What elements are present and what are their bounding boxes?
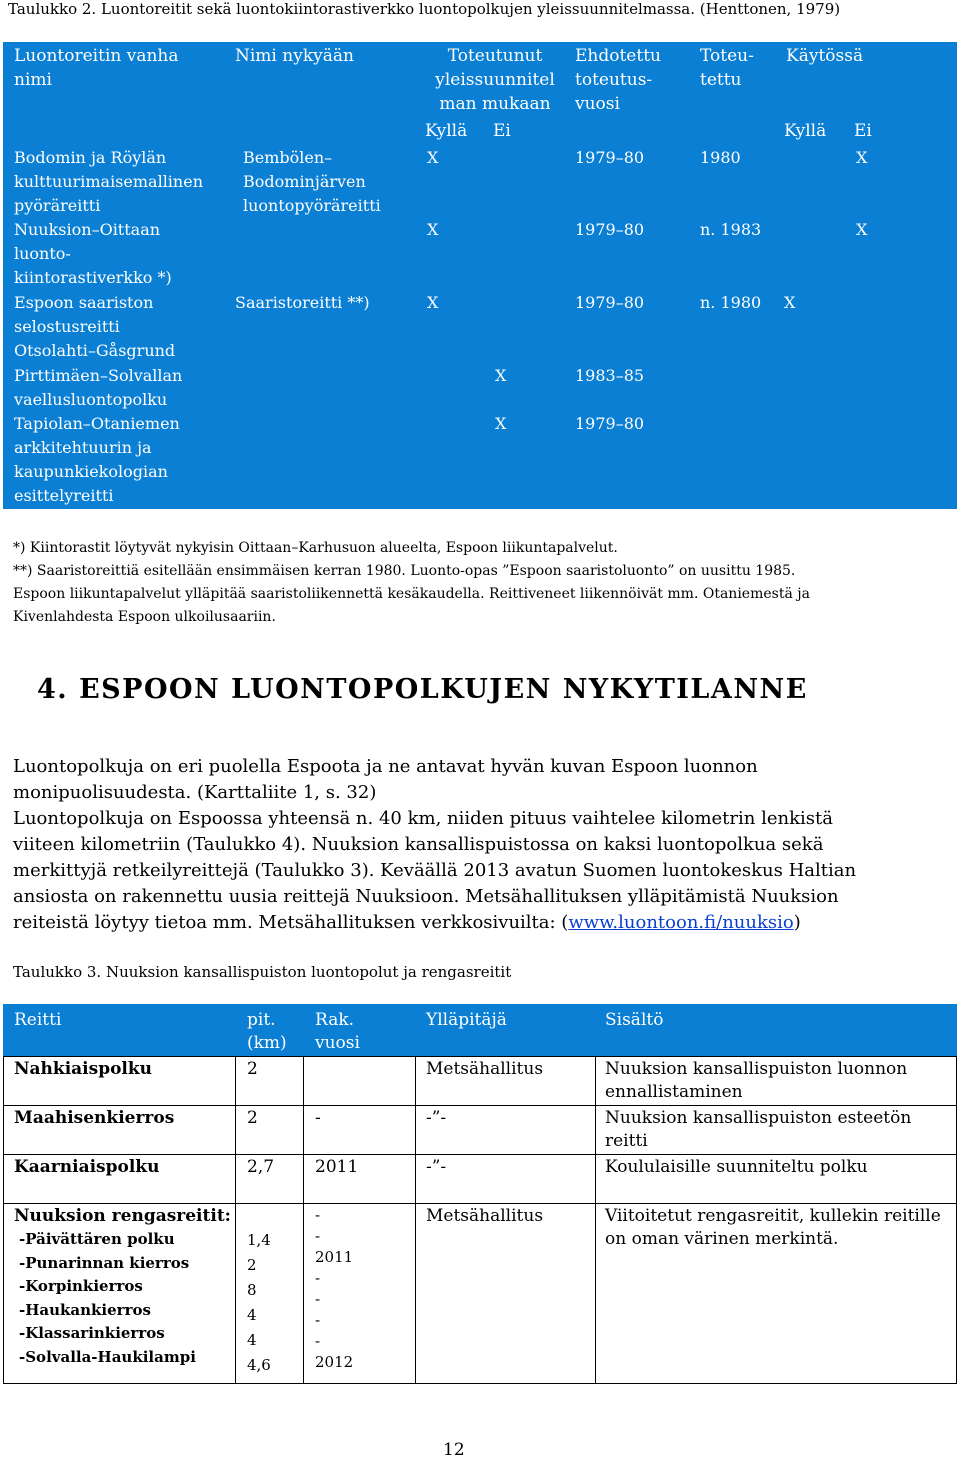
table-rule [303,1056,304,1383]
t2-row-no: X [495,366,507,385]
t3-row-content: Koululaisille suunniteltu polku [605,1157,868,1177]
table-rule [415,1056,416,1383]
t3-header-content: Sisältö [605,1010,664,1030]
table2 [3,42,957,509]
t2-row-new-name: Bembölen– Bodominjärven luontopyöräreitti [243,148,381,215]
footnote-line: Kivenlahdesta Espoon ulkoilusaariin. [13,609,276,625]
t2-header-in-use: Käytössä [786,46,864,66]
table2-footnotes [13,537,810,629]
t3-row-length: 1,4 2 8 4 4 4,6 [247,1231,271,1374]
t3-row-content: Viitoitetut rengasreitit, kullekin reitille on oman värinen merkintä. [605,1206,941,1249]
t2-row-new-name: Saaristoreitti **) [235,293,370,312]
t2-row-old-name: Nuuksion–Oittaan luonto- kiintorastiverkko *) [14,220,172,287]
t2-row-old-name: Espoon saariston selostusreitti Otsolahti–Gåsgrund [14,293,176,360]
t2-row-year: 1983–85 [575,366,645,385]
t3-row-length: 2 [247,1108,258,1128]
table-rule [235,1056,236,1383]
table3 [3,1004,957,1384]
t3-row-maintainer: -”- [426,1108,447,1128]
t3-row-content: Nuuksion kansallispuiston esteetön reitti [605,1108,912,1151]
t2-row-year: 1979–80 [575,220,645,239]
body-paragraph: Luontopolkuja on eri puolella Espoota ja ne antavat hyvän kuvan Espoon luonnon monipuolisuudesta. (Karttaliite 1, s. 32) Luontopolkuja on Espoossa yhteensä n. 40 km, niiden pituus vaihtelee kilometrin lenkistä viiteen kilometriin (Taulukko 4). Nuuksion kansallispuistossa on kaksi luontopolkua sekä merkittyjä retkeilyreittejä (Taulukko 3). Keväällä 2013 avatun Suomen luontokeskus Haltian ansiosta on rakennettu uusia reittejä Nuuksioon. Metsähallituksen ylläpitämistä Nuuksion reiteistä löytyy tietoa mm. Metsähallituksen verkkosivuilta: (www.luontoon.fi/nuuksio) [13,756,857,933]
t2-row-use-yes: X [784,293,796,312]
t3-row-maintainer: -”- [426,1157,447,1177]
t2-row-year: 1979–80 [575,414,645,433]
t3-row-year: - - 2011 - - - - 2012 [315,1206,354,1371]
t3-row-route: Maahisenkierros [14,1108,175,1128]
t2-header-use-no: Ei [854,121,872,141]
section-heading: 4. ESPOON LUONTOPOLKUJEN NYKYTILANNE [37,674,808,705]
t3-row-route: Nuuksion rengasreitit: -Päivättären polku -Punarinnan kierros -Korpinkierros -Haukankierros -Klassarinkierros -Solvalla-Haukilampi [14,1206,231,1366]
table-rule [595,1056,596,1383]
table2-caption: Taulukko 2. Luontoreitit sekä luontokiintorastiverkko luontopolkujen yleissuunnitelmassa. (Henttonen, 1979) [8,0,841,18]
table-rule [3,1056,4,1383]
t2-header-old-name: Luontoreitin vanha nimi [14,46,179,90]
t3-row-content: Nuuksion kansallispuiston luonnon ennallistaminen [605,1059,908,1102]
t3-row-length: 2 [247,1059,258,1079]
t3-header-length: pit. (km) [247,1010,287,1053]
page-number: 12 [443,1440,465,1460]
table-rule [3,1203,957,1204]
t2-header-done: Toteu- tettu [700,46,754,90]
t2-row-yes: X [427,293,439,312]
t2-header-no: Ei [493,121,511,141]
t3-header-maintainer: Ylläpitäjä [426,1010,507,1030]
t2-row-year: 1979–80 [575,148,645,167]
t2-row-year: 1979–80 [575,293,645,312]
footnote-line: Espoon liikuntapalvelut ylläpitää saaristoliikennettä kesäkaudella. Reittiveneet liikennöivät mm. Otaniemestä ja [13,586,810,602]
t2-row-done: n. 1980 [700,293,762,312]
t2-header-realized: Toteutunut yleissuunnitel man mukaan [435,46,555,114]
t2-row-old-name: Bodomin ja Röylän kulttuurimaisemallinen pyöräreitti [14,148,203,215]
t3-row-maintainer: Metsähallitus [426,1059,544,1079]
t2-header-yes: Kyllä [425,121,468,141]
t2-header-use-yes: Kyllä [784,121,827,141]
footnote-line: **) Saaristoreittiä esitellään ensimmäisen kerran 1980. Luonto-opas ”Espoon saaristoluonto” on uusittu 1985. [13,563,796,579]
t2-header-new-name: Nimi nykyään [235,46,354,66]
t3-header-route: Reitti [14,1010,62,1030]
table-rule [956,1056,957,1383]
t2-row-old-name: Pirttimäen–Solvallan vaellusluontopolku [14,366,183,409]
footnote-line: *) Kiintorastit löytyvät nykyisin Oittaan–Karhusuon alueelta, Espoon liikuntapalvelut. [13,540,618,556]
t3-row-route: Nahkiaispolku [14,1059,153,1079]
t2-row-done: 1980 [700,148,741,167]
luontoon-link[interactable]: www.luontoon.fi/nuuksio [568,912,794,933]
t2-row-yes: X [427,220,439,239]
t3-header-year: Rak. vuosi [315,1010,360,1053]
t3-row-route: Kaarniaispolku [14,1157,160,1177]
t3-row-maintainer: Metsähallitus [426,1206,544,1226]
t3-row-year: - [315,1108,321,1128]
t2-row-use-no: X [856,220,868,239]
t2-row-old-name: Tapiolan–Otaniemen arkkitehtuurin ja kaupunkiekologian esittelyreitti [14,414,180,505]
t3-row-length: 2,7 [247,1157,275,1177]
table-rule [3,1056,957,1057]
t2-header-proposed: Ehdotettu toteutus- vuosi [575,46,661,114]
t2-row-use-no: X [856,148,868,167]
t2-row-yes: X [427,148,439,167]
table-rule [3,1105,957,1106]
table-rule [3,1383,957,1384]
t2-row-no: X [495,414,507,433]
t3-row-year: 2011 [315,1157,359,1177]
table-rule [3,1154,957,1155]
table3-caption: Taulukko 3. Nuuksion kansallispuiston luontopolut ja rengasreitit [13,963,512,981]
t2-row-done: n. 1983 [700,220,762,239]
